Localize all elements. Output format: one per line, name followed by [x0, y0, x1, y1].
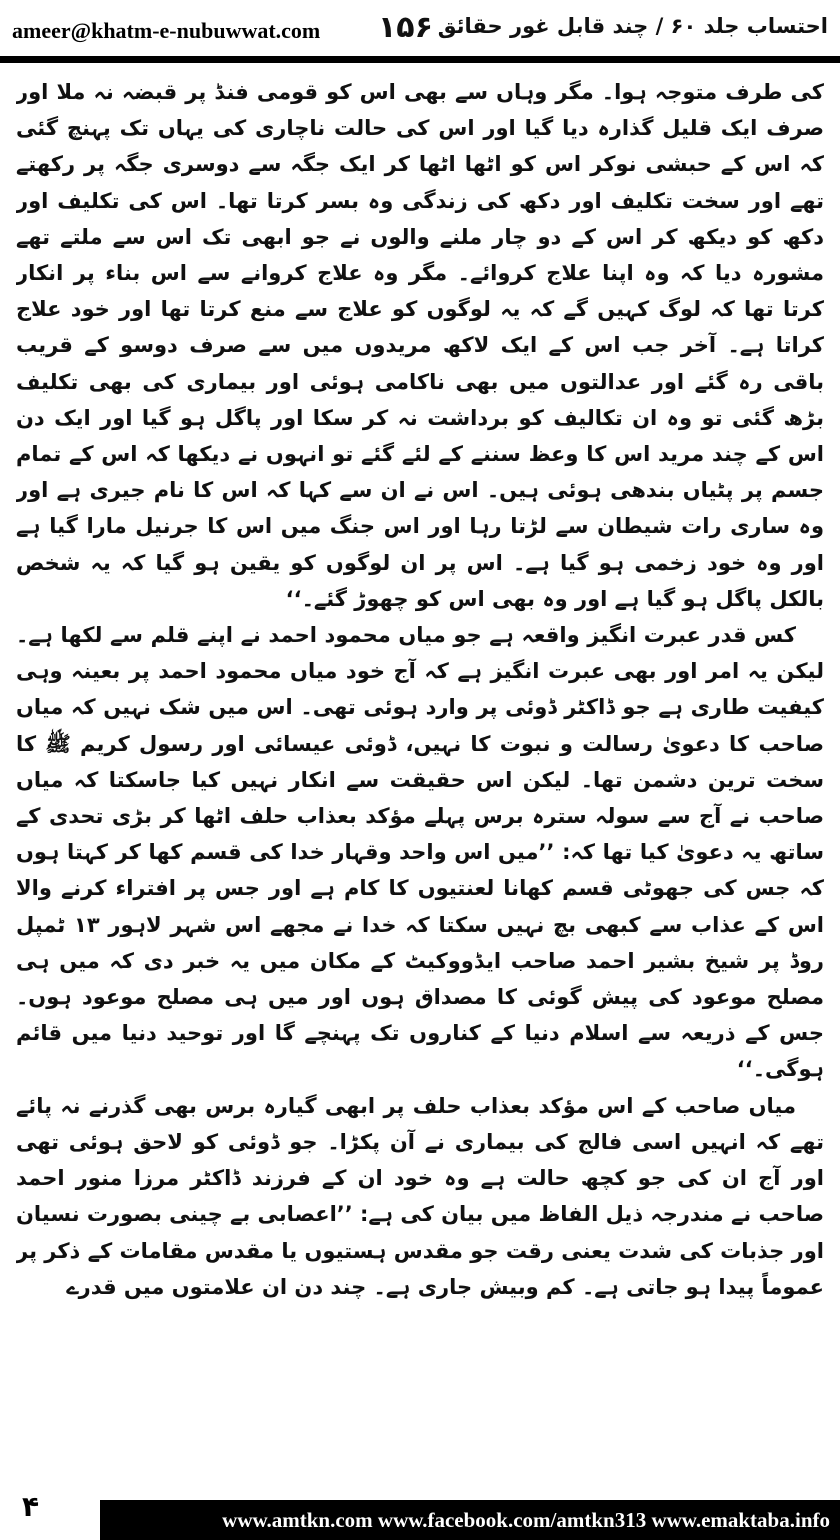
footer-page-label: ۴ — [22, 1490, 40, 1523]
body-text — [16, 74, 824, 1480]
paragraph-2: کس قدر عبرت انگیز واقعہ ہے جو میاں محمود احمد نے اپنے قلم سے لکھا ہے۔ لیکن یہ امر اور بھی عبرت انگیز ہے کہ آج خود میاں محمود احمد پر بعینہ وہی کیفیت طاری ہے جو ڈاکٹر ڈوئی پر وارد ہوئی تھی۔ اس میں شک نہیں کہ میاں صاحب کا دعویٰ رسالت و نبوت کا نہیں، ڈوئی عیسائی اور رسول کریم ﷺ کا سخت ترین دشمن تھا۔ لیکن اس حقیقت سے انکار نہیں کیا جاسکتا کہ میاں صاحب نے آج سے سولہ سترہ برس پہلے مؤکد بعذاب حلف اٹھا کر بڑی تحدی کے ساتھ یہ دعویٰ کیا تھا کہ: ’’میں اس واحد وقہار خدا کی قسم کھا کر کہتا ہوں کہ جس کی جھوٹی قسم کھانا لعنتیوں کا کام ہے اور جس پر افتراء کرنے والا اس کے عذاب سے کبھی بچ نہیں سکتا کہ خدا نے مجھے اس شہر لاہور ۱۳ ٹمپل روڈ پر شیخ بشیر احمد صاحب ایڈووکیٹ کے مکان میں یہ خبر دی کہ میں ہی مصلح موعود کی پیش گوئی کا مصداق ہوں اور میں ہی مصلح موعود ہوں۔ جس کے ذریعہ سے اسلام دنیا کے کناروں تک پہنچے گا اور توحید دنیا میں قائم ہوگی۔‘‘ — [16, 623, 824, 1082]
header-running-title: احتساب جلد ۶۰ / چند قابل غور حقائق — [437, 14, 828, 38]
header-rule — [0, 56, 840, 63]
paragraph-3: میاں صاحب کے اس مؤکد بعذاب حلف پر ابھی گیارہ برس بھی گذرنے نہ پائے تھے کہ انہیں اسی فالج کی بیماری نے آن پکڑا۔ جو ڈوئی کو لاحق ہوئی تھی اور آج ان کی جو کچھ حالت ہے وہ خود ان کے فرزند ڈاکٹر مرزا منور احمد صاحب نے مندرجہ ذیل الفاظ میں بیان کی ہے: ’’اعصابی بے چینی بصورت نسیان اور جذبات کی شدت یعنی رقت جو مقدس ہستیوں یا مقدس مقامات کے ذکر پر عموماً پیدا ہو جاتی ہے۔ کم وبیش جاری ہے۔ چند دن ان علامتوں میں قدرے — [16, 1093, 824, 1299]
paragraph-1: کی طرف متوجہ ہوا۔ مگر وہاں سے بھی اس کو قومی فنڈ پر قبضہ نہ ملا اور صرف ایک قلیل گذارہ دیا گیا اور اس کی حالت ناچاری کی یہاں تک پہنچ گئی کہ اس کے حبشی نوکر اس کو اٹھا اٹھا کر ایک جگہ سے دوسری جگہ پر رکھتے تھے اور سخت تکلیف اور دکھ کی زندگی وہ بسر کرتا تھا۔ اس کی تکلیف اور دکھ کو دیکھ کر اس کے دو چار ملنے والوں نے جو ابھی تک اس سے ملتے تھے مشورہ دیا کہ وہ اپنا علاج کروائے۔ مگر وہ علاج کروانے سے اس بناء پر انکار کرتا تھا کہ لوگ کہیں گے کہ یہ لوگوں کو علاج سے منع کرتا تھا اور خود علاج کراتا ہے۔ آخر جب اس کے ایک لاکھ مریدوں میں سے صرف دوسو کے قریب باقی رہ گئے اور عدالتوں میں بھی ناکامی ہوئی اور بیماری کی بھی تکلیف بڑھ گئی تو وہ ان تکالیف کو برداشت نہ کر سکا اور پاگل ہو گیا اور ایک دن اس کے چند مرید اس کا وعظ سننے کے لئے گئے تو انہوں نے دیکھا کہ اس کے تمام جسم پر پٹیاں بندھی ہوئی ہیں۔ اس نے ان سے کہا کہ اس کا نام جیری ہے اور وہ ساری رات شیطان سے لڑتا رہا اور اس جنگ میں اس کا جرنیل مارا گیا ہے اور وہ خود زخمی ہو گیا ہے۔ اس پر ان لوگوں کو یقین ہو گیا کہ یہ شخص بالکل پاگل ہو گیا ہے اور وہ بھی اس کو چھوڑ گئے۔‘‘ — [16, 80, 824, 611]
header-page-number: ۱۵۶ — [378, 10, 433, 45]
page-header — [0, 0, 840, 62]
header-email[interactable]: ameer@khatm-e-nubuwwat.com — [12, 18, 321, 43]
footer-urls[interactable]: www.amtkn.com www.facebook.com/amtkn313 www.emaktaba.info — [222, 1508, 830, 1532]
